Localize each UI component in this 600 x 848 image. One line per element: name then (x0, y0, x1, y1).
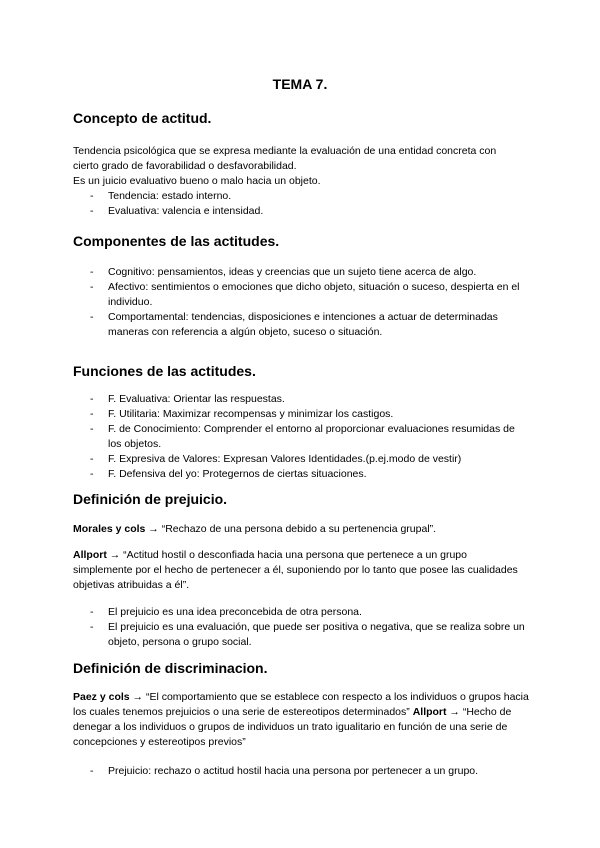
text-line: cierto grado de favorabilidad o desfavorabilidad. (73, 160, 297, 172)
list-item: - Afectivo: sentimientos o emociones que dicho objeto, situación o suceso, despierta en el individuo. (90, 280, 530, 310)
text-line: Es un juicio evaluativo bueno o malo hacia un objeto. (73, 175, 321, 187)
list-item: - F. Evaluativa: Orientar las respuestas. (90, 392, 530, 407)
author-name: Morales y cols (73, 523, 146, 535)
heading-funciones: Funciones de las actitudes. (73, 363, 256, 379)
funciones-bullet-list (90, 392, 530, 482)
page-title: TEMA 7. (272, 76, 328, 92)
prejuicio-bullet-list (90, 605, 530, 650)
list-item: - El prejuicio es una idea preconcebida de otra persona. (90, 605, 530, 620)
quote-paez-allport (73, 690, 533, 750)
list-item: - F. de Conocimiento: Comprender el entorno al proporcionar evaluaciones resumidas de los objetos. (90, 422, 530, 452)
list-item: - Comportamental: tendencias, disposiciones e intenciones a actuar de determinadas maneras con referencia a algún objeto, suceso o situación. (90, 310, 530, 340)
definition-paragraph (73, 144, 533, 189)
quote-text: → “Hecho de denegar a los individuos o grupos de individuos un trato igualitario en función de una serie de concepciones y estereotipos previos” (73, 706, 512, 748)
list-item: - F. Expresiva de Valores: Expresan Valores Identidades.(p.ej.modo de vestir) (90, 452, 530, 467)
componentes-bullet-list (90, 265, 530, 340)
list-item: - El prejuicio es una evaluación, que puede ser positiva o negativa, que se realiza sobre un objeto, persona o grupo social. (90, 620, 530, 650)
quote-text: → “Rechazo de una persona debido a su pertenencia grupal”. (145, 523, 437, 535)
author-name: Allport (73, 549, 107, 561)
text-line: Tendencia psicológica que se expresa mediante la evaluación de una entidad concreta con (73, 145, 497, 157)
actitud-bullet-list (90, 189, 530, 219)
heading-componentes: Componentes de las actitudes. (73, 233, 280, 249)
author-name: Paez y cols (73, 691, 130, 703)
list-item: - F. Utilitaria: Maximizar recompensas y minimizar los castigos. (90, 407, 530, 422)
discriminacion-bullet-list (90, 764, 530, 779)
heading-prejuicio: Definición de prejuicio. (73, 491, 228, 507)
list-item: - Prejuicio: rechazo o actitud hostil hacia una persona por pertenecer a un grupo. (90, 764, 530, 779)
quote-allport (73, 548, 528, 593)
list-item: - F. Defensiva del yo: Protegernos de ciertas situaciones. (90, 467, 530, 482)
heading-concepto-actitud: Concepto de actitud. (73, 110, 212, 126)
author-name: Allport (412, 706, 447, 718)
list-item: - Tendencia: estado interno. (90, 189, 530, 204)
heading-discriminacion: Definición de discriminacion. (73, 660, 268, 676)
quote-text: → “Actitud hostil o desconfiada hacia una persona que pertenece a un grupo simplemente por el hecho de pertenecer a él, suponiendo por lo tanto que posee las cualidades objetivas atribuidas a él”. (73, 549, 518, 591)
list-item: - Evaluativa: valencia e intensidad. (90, 204, 530, 219)
quote-text: → “El comportamiento que se establece con respecto a los individuos o grupos hacia los cuales tenemos prejuicios o una serie de estereotipos determinados” (73, 691, 529, 718)
quote-morales (73, 522, 533, 537)
list-item: - Cognitivo: pensamientos, ideas y creencias que un sujeto tiene acerca de algo. (90, 265, 530, 280)
